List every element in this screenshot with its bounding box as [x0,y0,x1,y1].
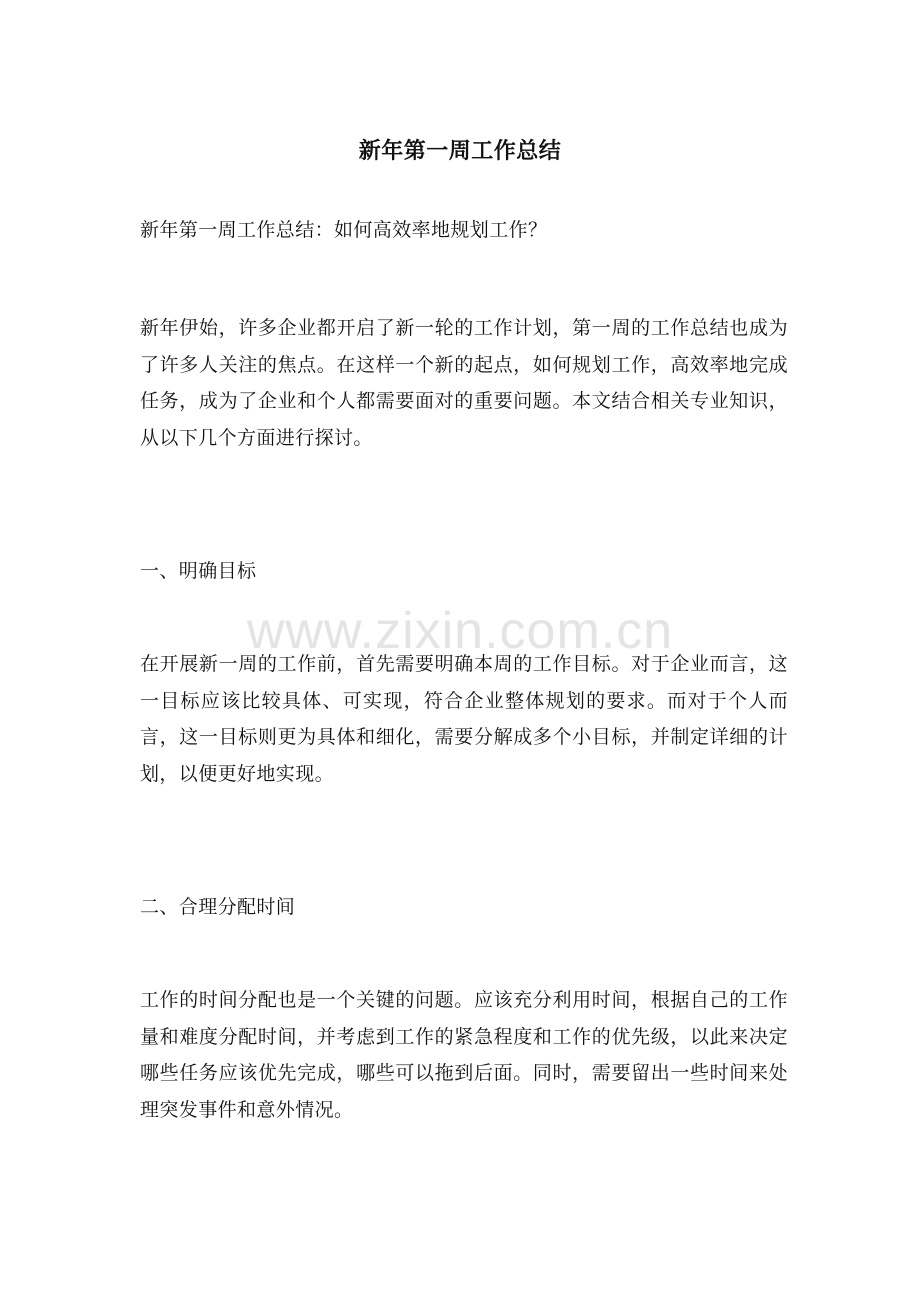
document-title: 新年第一周工作总结 [358,137,562,164]
section-body-goals: 在开展新一周的工作前，首先需要明确本周的工作目标。对于企业而言，这一目标应该比较具体、可实现，符合企业整体规划的要求。而对于个人而言，这一目标则更为具体和细化，需要分解成多个小目标，并制定详细的计划，以便更好地实现。 [140,653,788,785]
watermark: www.zixin.com.cn [246,602,674,660]
intro-paragraph: 新年伊始，许多企业都开启了新一轮的工作计划，第一周的工作总结也成为了许多人关注的焦点。在这样一个新的起点，如何规划工作，高效率地完成任务，成为了企业和个人都需要面对的重要问题。本文结合相关专业知识，从以下几个方面进行探讨。 [140,317,788,449]
section-heading-goals: 一、明确目标 [140,560,257,582]
document-subtitle: 新年第一周工作总结：如何高效率地规划工作？ [140,219,548,241]
section-body-time: 工作的时间分配也是一个关键的问题。应该充分利用时间，根据自己的工作量和难度分配时间，并考虑到工作的紧急程度和工作的优先级，以此来决定哪些任务应该优先完成，哪些可以拖到后面。同时，需要留出一些时间来处理突发事件和意外情况。 [140,989,788,1121]
section-heading-time: 二、合理分配时间 [140,896,296,918]
